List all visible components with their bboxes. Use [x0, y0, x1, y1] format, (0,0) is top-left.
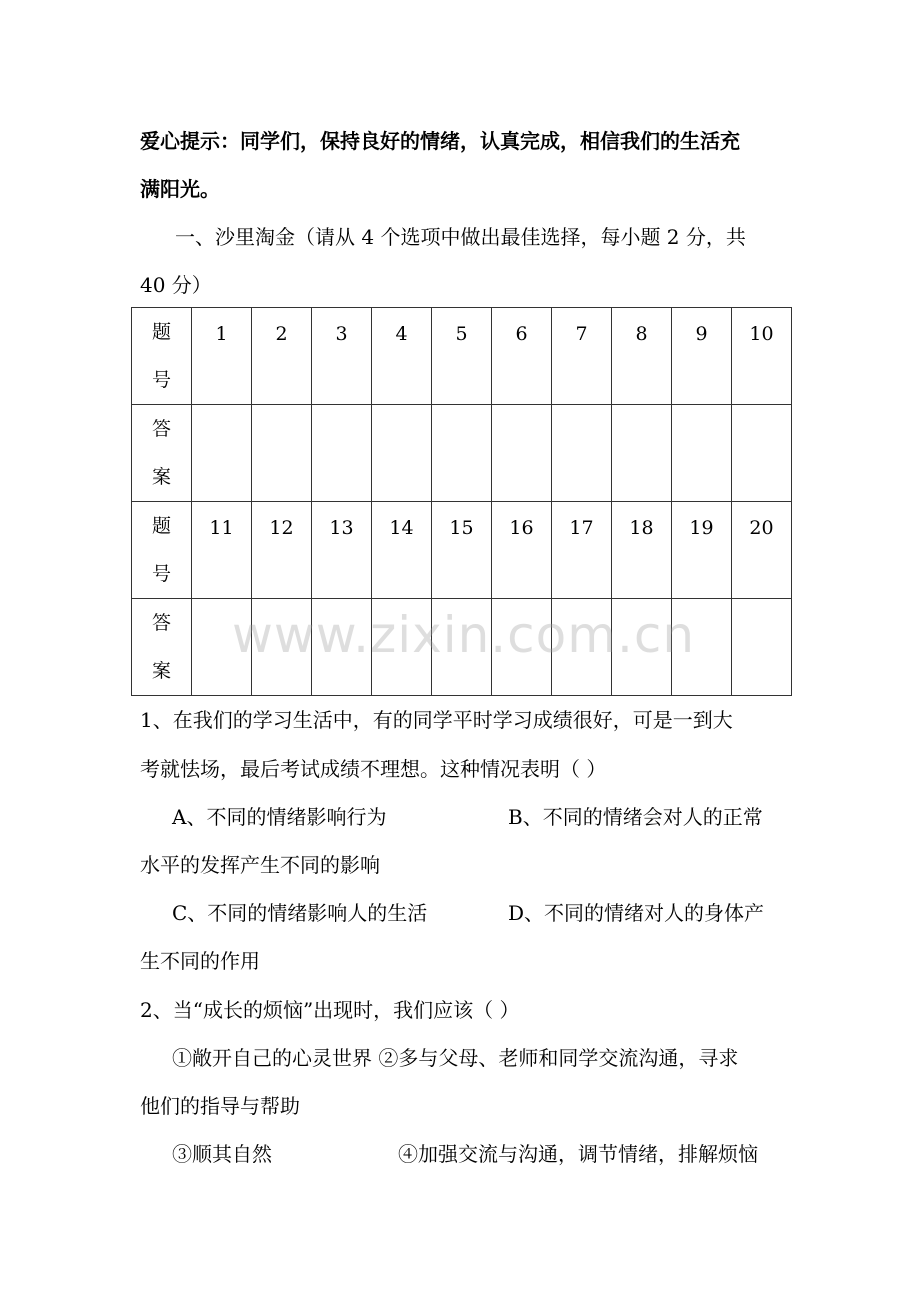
answer-cell[interactable]	[252, 405, 312, 502]
question-number-cell: 3	[312, 308, 372, 405]
q2-item-4: ④加强交流与沟通，调节情绪，排解烦恼	[398, 1142, 758, 1166]
answer-cell[interactable]	[552, 405, 612, 502]
question-number-cell: 9	[672, 308, 732, 405]
question-number-cell: 10	[732, 308, 792, 405]
answer-cell[interactable]	[312, 405, 372, 502]
answer-cell[interactable]	[492, 599, 552, 696]
q1-option-a: A、不同的情绪影响行为	[172, 805, 387, 829]
q1-option-b-line-2: 水平的发挥产生不同的影响	[140, 853, 380, 877]
question-number-cell: 17	[552, 502, 612, 599]
tip-line-1: 爱心提示：同学们，保持良好的情绪，认真完成，相信我们的生活充	[140, 129, 740, 153]
question-number-cell: 18	[612, 502, 672, 599]
question-number-cell: 14	[372, 502, 432, 599]
q2-item-3: ③顺其自然	[172, 1142, 272, 1166]
answer-table	[131, 307, 792, 696]
q1-option-d-line-1: D、不同的情绪对人的身体产	[508, 901, 765, 925]
answer-cell[interactable]	[492, 405, 552, 502]
row-label-answer: 答 案	[132, 405, 192, 502]
question-number-cell: 16	[492, 502, 552, 599]
table-row-answers-1	[132, 405, 792, 502]
answer-cell[interactable]	[732, 405, 792, 502]
row-label-number: 题 号	[132, 502, 192, 599]
question-number-cell: 4	[372, 308, 432, 405]
question-number-cell: 5	[432, 308, 492, 405]
q1-stem-line-1: 1、在我们的学习生活中，有的同学平时学习成绩很好，可是一到大	[140, 708, 733, 732]
q2-stem: 2、当“成长的烦恼”出现时，我们应该（ ）	[140, 998, 520, 1022]
table-row-answers-2	[132, 599, 792, 696]
question-number-cell: 7	[552, 308, 612, 405]
question-number-cell: 2	[252, 308, 312, 405]
question-number-cell: 8	[612, 308, 672, 405]
answer-cell[interactable]	[672, 405, 732, 502]
q1-option-c: C、不同的情绪影响人的生活	[172, 901, 428, 925]
answer-cell[interactable]	[612, 405, 672, 502]
answer-cell[interactable]	[372, 405, 432, 502]
section-heading-line-2: 40 分）	[140, 273, 212, 297]
q2-items-line-1: ①敞开自己的心灵世界 ②多与父母、老师和同学交流沟通，寻求	[172, 1046, 739, 1070]
answer-cell[interactable]	[432, 599, 492, 696]
table-row-numbers-2	[132, 502, 792, 599]
question-number-cell: 15	[432, 502, 492, 599]
answer-cell[interactable]	[732, 599, 792, 696]
answer-cell[interactable]	[192, 405, 252, 502]
section-heading-line-1: 一、沙里淘金（请从 4 个选项中做出最佳选择，每小题 2 分，共	[175, 225, 746, 249]
watermark: www.zixin.com.cn	[232, 606, 696, 664]
question-number-cell: 6	[492, 308, 552, 405]
question-number-cell: 11	[192, 502, 252, 599]
question-number-cell: 1	[192, 308, 252, 405]
answer-cell[interactable]	[312, 599, 372, 696]
answer-cell[interactable]	[252, 599, 312, 696]
answer-cell[interactable]	[672, 599, 732, 696]
question-number-cell: 20	[732, 502, 792, 599]
question-number-cell: 13	[312, 502, 372, 599]
q1-option-b-line-1: B、不同的情绪会对人的正常	[508, 805, 763, 829]
question-number-cell: 19	[672, 502, 732, 599]
question-number-cell: 12	[252, 502, 312, 599]
row-label-number: 题 号	[132, 308, 192, 405]
answer-cell[interactable]	[372, 599, 432, 696]
q1-option-d-line-2: 生不同的作用	[140, 949, 260, 973]
tip-line-2: 满阳光。	[140, 177, 220, 201]
q2-items-line-2: 他们的指导与帮助	[140, 1094, 300, 1118]
answer-cell[interactable]	[432, 405, 492, 502]
answer-cell[interactable]	[552, 599, 612, 696]
table-row-numbers-1	[132, 308, 792, 405]
q1-stem-line-2: 考就怯场，最后考试成绩不理想。这种情况表明（ ）	[140, 757, 607, 781]
answer-cell[interactable]	[192, 599, 252, 696]
answer-cell[interactable]	[612, 599, 672, 696]
row-label-answer: 答 案	[132, 599, 192, 696]
